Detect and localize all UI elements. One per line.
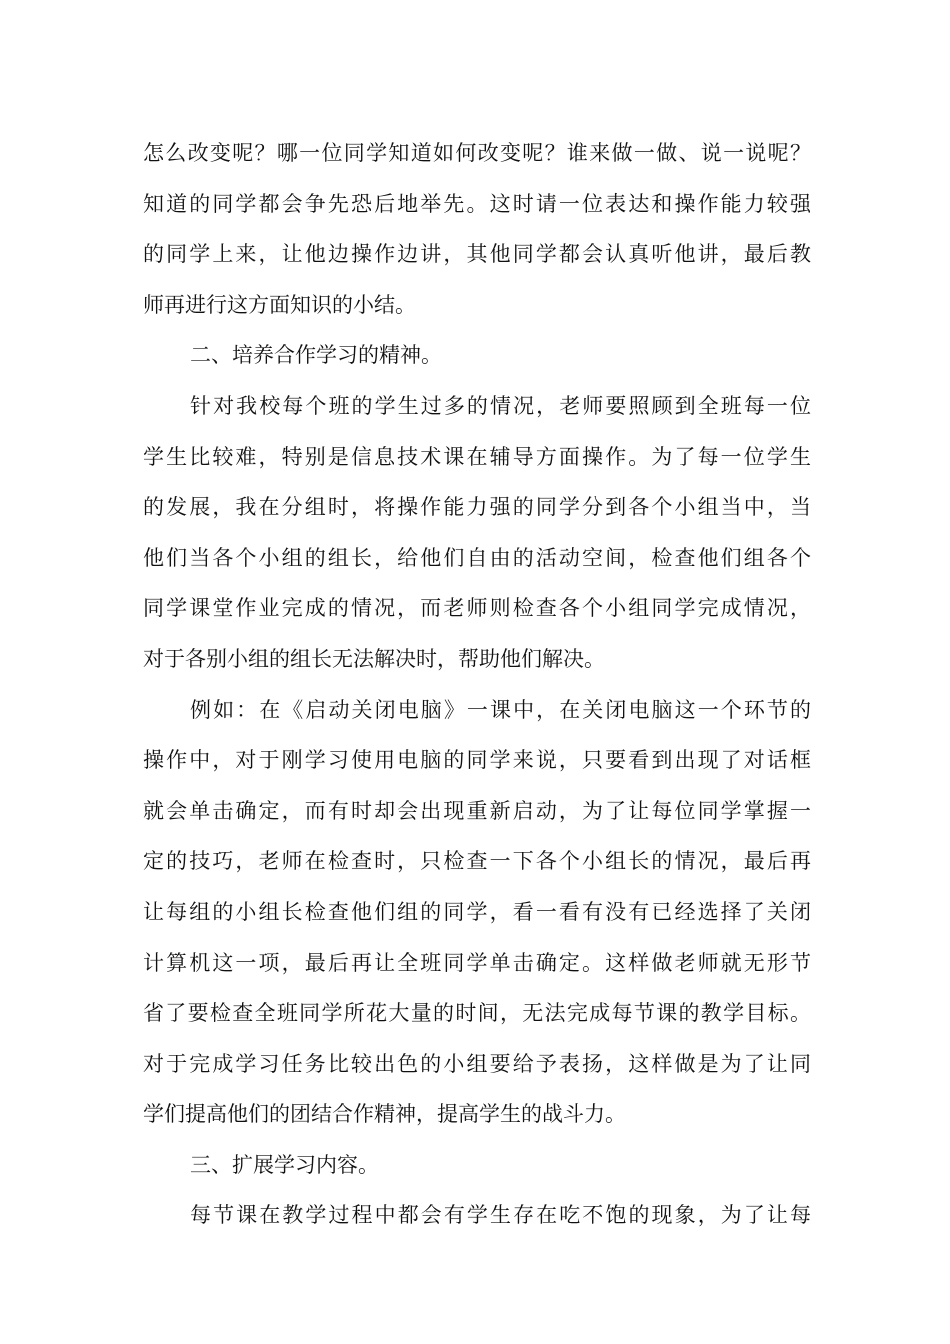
text-line: 对于各别小组的组长无法解决时，帮助他们解决。 xyxy=(143,646,605,671)
text-line: 他们当各个小组的组长，给他们自由的活动空间，检查他们组各个 xyxy=(143,545,811,570)
text-line: 怎么改变呢？哪一位同学知道如何改变呢？谁来做一做、说一说呢？ xyxy=(143,141,811,165)
text-line: 学们提高他们的团结合作精神，提高学生的战斗力。 xyxy=(143,1102,626,1127)
text-line: 对于完成学习任务比较出色的小组要给予表扬，这样做是为了让同 xyxy=(143,1051,811,1076)
text-line: 定的技巧，老师在检查时，只检查一下各个小组长的情况，最后再 xyxy=(143,849,811,874)
text-line: 针对我校每个班的学生过多的情况，老师要照顾到全班每一位 xyxy=(190,393,811,418)
text-line: 计算机这一项，最后再让全班同学单击确定。这样做老师就无形节 xyxy=(143,950,811,975)
text-line: 师再进行这方面知识的小结。 xyxy=(143,292,416,317)
text-line: 同学课堂作业完成的情况，而老师则检查各个小组同学完成情况， xyxy=(143,596,811,621)
text-line: 二、培养合作学习的精神。 xyxy=(190,343,442,368)
text-line: 每节课在教学过程中都会有学生存在吃不饱的现象，为了让每 xyxy=(190,1203,811,1228)
text-line: 三、扩展学习内容。 xyxy=(190,1152,379,1177)
text-line: 就会单击确定，而有时却会出现重新启动，为了让每位同学掌握一 xyxy=(143,798,811,823)
text-line: 知道的同学都会争先恐后地举先。这时请一位表达和操作能力较强 xyxy=(143,191,811,216)
text-line: 省了要检查全班同学所花大量的时间，无法完成每节课的教学目标。 xyxy=(143,1001,811,1026)
text-line: 的发展，我在分组时，将操作能力强的同学分到各个小组当中，当 xyxy=(143,495,811,520)
text-line: 让每组的小组长检查他们组的同学，看一看有没有已经选择了关闭 xyxy=(143,899,811,924)
text-line: 操作中，对于刚学习使用电脑的同学来说，只要看到出现了对话框 xyxy=(143,748,811,773)
text-line: 学生比较难，特别是信息技术课在辅导方面操作。为了每一位学生 xyxy=(143,444,811,469)
text-line: 例如：在《启动关闭电脑》一课中，在关闭电脑这一个环节的 xyxy=(190,697,811,722)
body-text xyxy=(143,128,811,1241)
text-line: 的同学上来，让他边操作边讲，其他同学都会认真听他讲，最后教 xyxy=(143,242,811,267)
